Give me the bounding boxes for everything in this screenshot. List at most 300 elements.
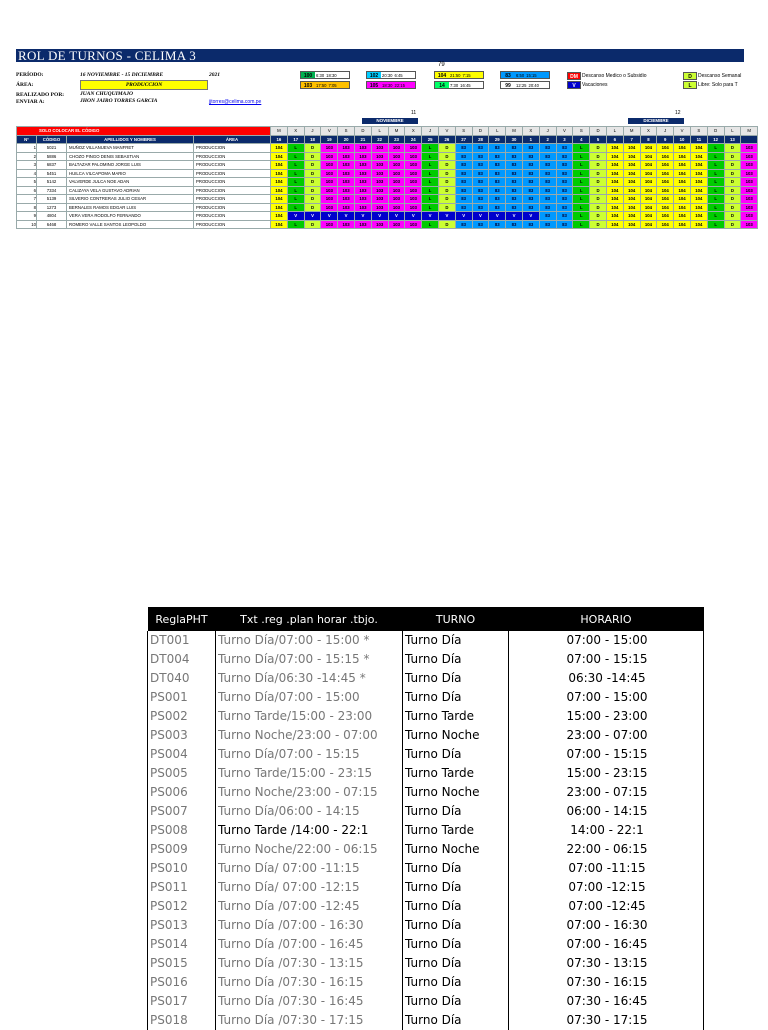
- shift-cell[interactable]: 83: [472, 178, 489, 187]
- shift-cell[interactable]: D: [724, 186, 741, 195]
- shift-cell[interactable]: 83: [522, 161, 539, 170]
- shift-cell[interactable]: L: [287, 169, 304, 178]
- employee-code[interactable]: 5139: [37, 195, 67, 204]
- shift-cell[interactable]: 83: [472, 169, 489, 178]
- shift-cell[interactable]: 104: [271, 152, 288, 161]
- shift-cell[interactable]: 83: [489, 169, 506, 178]
- shift-cell[interactable]: 104: [606, 152, 623, 161]
- shift-cell[interactable]: 103: [371, 161, 388, 170]
- shift-cell[interactable]: 104: [674, 203, 691, 212]
- shift-cell[interactable]: 104: [271, 178, 288, 187]
- employee-area[interactable]: PRODUCCION: [194, 161, 271, 170]
- shift-cell[interactable]: 104: [657, 212, 674, 221]
- employee-code[interactable]: 5886: [37, 152, 67, 161]
- shift-cell[interactable]: 104: [623, 220, 640, 229]
- shift-cell[interactable]: L: [573, 144, 590, 153]
- shift-cell[interactable]: 103: [741, 169, 758, 178]
- shift-cell[interactable]: 104: [657, 186, 674, 195]
- shift-cell[interactable]: L: [422, 161, 439, 170]
- shift-cell[interactable]: 83: [539, 144, 556, 153]
- shift-cell[interactable]: 83: [489, 144, 506, 153]
- shift-cell[interactable]: 104: [271, 161, 288, 170]
- shift-cell[interactable]: 83: [539, 212, 556, 221]
- shift-cell[interactable]: 104: [271, 169, 288, 178]
- shift-cell[interactable]: 103: [388, 161, 405, 170]
- shift-cell[interactable]: 103: [405, 161, 422, 170]
- shift-cell[interactable]: 83: [522, 169, 539, 178]
- shift-cell[interactable]: 83: [472, 152, 489, 161]
- shift-cell[interactable]: V: [287, 212, 304, 221]
- shift-cell[interactable]: D: [304, 144, 321, 153]
- shift-cell[interactable]: 83: [506, 161, 523, 170]
- shift-cell[interactable]: V: [405, 212, 422, 221]
- shift-cell[interactable]: 83: [455, 178, 472, 187]
- shift-cell[interactable]: L: [573, 178, 590, 187]
- shift-cell[interactable]: 104: [657, 161, 674, 170]
- shift-cell[interactable]: D: [438, 195, 455, 204]
- shift-cell[interactable]: 103: [321, 152, 338, 161]
- shift-cell[interactable]: 103: [321, 220, 338, 229]
- shift-cell[interactable]: 83: [556, 161, 573, 170]
- shift-cell[interactable]: L: [422, 152, 439, 161]
- shift-cell[interactable]: 83: [522, 220, 539, 229]
- shift-cell[interactable]: 104: [606, 203, 623, 212]
- shift-cell[interactable]: L: [422, 169, 439, 178]
- shift-cell[interactable]: 103: [355, 152, 372, 161]
- shift-cell[interactable]: 104: [657, 178, 674, 187]
- shift-cell[interactable]: 104: [606, 195, 623, 204]
- shift-cell[interactable]: 83: [472, 161, 489, 170]
- shift-cell[interactable]: 103: [371, 152, 388, 161]
- shift-cell[interactable]: V: [472, 212, 489, 221]
- shift-cell[interactable]: 103: [741, 178, 758, 187]
- employee-code[interactable]: 5021: [37, 144, 67, 153]
- shift-cell[interactable]: D: [590, 144, 607, 153]
- shift-cell[interactable]: L: [707, 161, 724, 170]
- shift-cell[interactable]: 103: [355, 169, 372, 178]
- shift-cell[interactable]: 104: [674, 195, 691, 204]
- shift-cell[interactable]: 83: [506, 186, 523, 195]
- shift-cell[interactable]: D: [590, 169, 607, 178]
- shift-cell[interactable]: 103: [321, 195, 338, 204]
- shift-cell[interactable]: L: [573, 169, 590, 178]
- shift-cell[interactable]: 103: [741, 203, 758, 212]
- shift-cell[interactable]: 104: [623, 186, 640, 195]
- employee-area[interactable]: PRODUCCION: [194, 186, 271, 195]
- shift-cell[interactable]: L: [573, 195, 590, 204]
- shift-cell[interactable]: D: [724, 169, 741, 178]
- shift-cell[interactable]: 103: [338, 161, 355, 170]
- employee-code[interactable]: 6837: [37, 161, 67, 170]
- shift-cell[interactable]: 104: [657, 220, 674, 229]
- employee-code[interactable]: 7334: [37, 186, 67, 195]
- shift-cell[interactable]: 103: [388, 186, 405, 195]
- shift-cell[interactable]: 103: [405, 169, 422, 178]
- shift-cell[interactable]: 103: [741, 144, 758, 153]
- shift-cell[interactable]: 103: [321, 186, 338, 195]
- shift-cell[interactable]: L: [707, 203, 724, 212]
- shift-cell[interactable]: 104: [271, 144, 288, 153]
- shift-cell[interactable]: 103: [338, 195, 355, 204]
- shift-cell[interactable]: 104: [690, 152, 707, 161]
- shift-cell[interactable]: D: [724, 152, 741, 161]
- shift-cell[interactable]: 104: [674, 152, 691, 161]
- shift-cell[interactable]: D: [304, 178, 321, 187]
- employee-name[interactable]: SILVERIO CONTRERAS JULIO CESAR: [67, 195, 194, 204]
- shift-cell[interactable]: 103: [371, 186, 388, 195]
- shift-cell[interactable]: 83: [556, 220, 573, 229]
- shift-cell[interactable]: 83: [539, 195, 556, 204]
- shift-cell[interactable]: 104: [674, 212, 691, 221]
- shift-cell[interactable]: L: [573, 203, 590, 212]
- shift-cell[interactable]: 103: [338, 203, 355, 212]
- shift-cell[interactable]: 104: [623, 161, 640, 170]
- shift-cell[interactable]: 103: [371, 220, 388, 229]
- employee-area[interactable]: PRODUCCION: [194, 203, 271, 212]
- shift-cell[interactable]: V: [438, 212, 455, 221]
- shift-cell[interactable]: L: [707, 152, 724, 161]
- shift-cell[interactable]: V: [388, 212, 405, 221]
- shift-cell[interactable]: L: [287, 144, 304, 153]
- shift-cell[interactable]: 103: [388, 152, 405, 161]
- shift-cell[interactable]: 103: [741, 195, 758, 204]
- shift-cell[interactable]: 83: [506, 178, 523, 187]
- shift-cell[interactable]: 83: [472, 203, 489, 212]
- shift-cell[interactable]: 104: [657, 152, 674, 161]
- shift-cell[interactable]: 103: [741, 212, 758, 221]
- shift-cell[interactable]: 103: [388, 144, 405, 153]
- shift-cell[interactable]: V: [455, 212, 472, 221]
- shift-cell[interactable]: D: [438, 161, 455, 170]
- shift-cell[interactable]: V: [522, 212, 539, 221]
- shift-cell[interactable]: L: [287, 203, 304, 212]
- shift-cell[interactable]: 83: [455, 186, 472, 195]
- shift-cell[interactable]: D: [724, 178, 741, 187]
- shift-cell[interactable]: 104: [623, 203, 640, 212]
- shift-cell[interactable]: 103: [355, 195, 372, 204]
- shift-cell[interactable]: 103: [405, 178, 422, 187]
- shift-cell[interactable]: 103: [371, 203, 388, 212]
- shift-cell[interactable]: 104: [640, 203, 657, 212]
- shift-cell[interactable]: D: [724, 212, 741, 221]
- shift-cell[interactable]: D: [304, 220, 321, 229]
- shift-cell[interactable]: D: [590, 195, 607, 204]
- shift-cell[interactable]: 103: [388, 169, 405, 178]
- shift-cell[interactable]: 104: [623, 152, 640, 161]
- shift-cell[interactable]: 104: [623, 195, 640, 204]
- shift-cell[interactable]: 83: [556, 212, 573, 221]
- shift-cell[interactable]: 103: [338, 144, 355, 153]
- shift-cell[interactable]: 83: [539, 169, 556, 178]
- shift-cell[interactable]: 104: [674, 186, 691, 195]
- shift-cell[interactable]: L: [707, 186, 724, 195]
- shift-cell[interactable]: 103: [388, 203, 405, 212]
- shift-cell[interactable]: 103: [388, 220, 405, 229]
- shift-cell[interactable]: 83: [472, 144, 489, 153]
- shift-cell[interactable]: D: [590, 161, 607, 170]
- shift-cell[interactable]: 103: [741, 186, 758, 195]
- shift-cell[interactable]: 104: [623, 144, 640, 153]
- employee-name[interactable]: CHOZO PINGO DENIS SEBASTIAN: [67, 152, 194, 161]
- shift-cell[interactable]: 83: [539, 152, 556, 161]
- shift-cell[interactable]: 104: [690, 144, 707, 153]
- shift-cell[interactable]: 104: [640, 144, 657, 153]
- email-link[interactable]: jjtorres@celima.com.pe: [209, 99, 262, 105]
- shift-cell[interactable]: 83: [489, 161, 506, 170]
- shift-cell[interactable]: 104: [271, 212, 288, 221]
- shift-cell[interactable]: 103: [355, 203, 372, 212]
- shift-cell[interactable]: L: [707, 220, 724, 229]
- shift-cell[interactable]: 83: [489, 186, 506, 195]
- shift-cell[interactable]: D: [438, 203, 455, 212]
- shift-cell[interactable]: 83: [556, 169, 573, 178]
- employee-area[interactable]: PRODUCCION: [194, 212, 271, 221]
- shift-cell[interactable]: 104: [271, 203, 288, 212]
- shift-cell[interactable]: 103: [355, 144, 372, 153]
- shift-cell[interactable]: 83: [506, 152, 523, 161]
- shift-cell[interactable]: 103: [371, 178, 388, 187]
- shift-cell[interactable]: 103: [371, 169, 388, 178]
- shift-cell[interactable]: 104: [606, 212, 623, 221]
- shift-cell[interactable]: 83: [556, 152, 573, 161]
- employee-name[interactable]: ROMERO VALLE SANTOS LEOPOLDO: [67, 220, 194, 229]
- shift-cell[interactable]: L: [707, 212, 724, 221]
- shift-cell[interactable]: 103: [405, 144, 422, 153]
- shift-cell[interactable]: 104: [690, 195, 707, 204]
- shift-cell[interactable]: 83: [522, 144, 539, 153]
- row-number[interactable]: 1: [17, 144, 37, 153]
- shift-cell[interactable]: 83: [556, 178, 573, 187]
- shift-cell[interactable]: V: [304, 212, 321, 221]
- shift-cell[interactable]: 83: [455, 169, 472, 178]
- shift-cell[interactable]: 103: [405, 152, 422, 161]
- shift-cell[interactable]: 104: [623, 178, 640, 187]
- shift-cell[interactable]: 103: [371, 144, 388, 153]
- shift-cell[interactable]: L: [573, 152, 590, 161]
- shift-cell[interactable]: 104: [674, 169, 691, 178]
- shift-cell[interactable]: 83: [489, 220, 506, 229]
- shift-cell[interactable]: 104: [690, 203, 707, 212]
- shift-cell[interactable]: L: [573, 220, 590, 229]
- shift-cell[interactable]: 83: [506, 169, 523, 178]
- shift-cell[interactable]: L: [287, 152, 304, 161]
- shift-cell[interactable]: 104: [640, 178, 657, 187]
- shift-cell[interactable]: 104: [271, 186, 288, 195]
- shift-cell[interactable]: 103: [338, 169, 355, 178]
- shift-cell[interactable]: 104: [606, 144, 623, 153]
- employee-code[interactable]: 4804: [37, 212, 67, 221]
- shift-cell[interactable]: V: [321, 212, 338, 221]
- row-number[interactable]: 8: [17, 203, 37, 212]
- shift-cell[interactable]: 83: [506, 220, 523, 229]
- shift-cell[interactable]: 83: [506, 195, 523, 204]
- shift-cell[interactable]: L: [287, 195, 304, 204]
- shift-cell[interactable]: 104: [674, 144, 691, 153]
- shift-cell[interactable]: 83: [539, 178, 556, 187]
- shift-cell[interactable]: L: [707, 195, 724, 204]
- shift-cell[interactable]: 83: [556, 203, 573, 212]
- shift-cell[interactable]: D: [304, 195, 321, 204]
- shift-cell[interactable]: V: [489, 212, 506, 221]
- shift-cell[interactable]: 83: [539, 220, 556, 229]
- area-value[interactable]: PRODUCCION: [80, 80, 208, 90]
- shift-cell[interactable]: 104: [674, 178, 691, 187]
- shift-cell[interactable]: D: [438, 178, 455, 187]
- shift-cell[interactable]: 103: [388, 195, 405, 204]
- shift-cell[interactable]: D: [438, 186, 455, 195]
- shift-cell[interactable]: 83: [472, 220, 489, 229]
- shift-cell[interactable]: D: [590, 212, 607, 221]
- shift-cell[interactable]: L: [707, 144, 724, 153]
- shift-cell[interactable]: 103: [321, 178, 338, 187]
- shift-cell[interactable]: D: [590, 220, 607, 229]
- shift-cell[interactable]: D: [304, 186, 321, 195]
- row-number[interactable]: 9: [17, 212, 37, 221]
- shift-cell[interactable]: D: [724, 203, 741, 212]
- shift-cell[interactable]: 83: [506, 203, 523, 212]
- shift-cell[interactable]: 83: [489, 152, 506, 161]
- shift-cell[interactable]: 83: [522, 178, 539, 187]
- shift-cell[interactable]: D: [438, 220, 455, 229]
- shift-cell[interactable]: 104: [640, 161, 657, 170]
- shift-cell[interactable]: L: [422, 186, 439, 195]
- shift-cell[interactable]: V: [371, 212, 388, 221]
- employee-name[interactable]: VALVERDE JULCA NOE ADAN: [67, 178, 194, 187]
- shift-cell[interactable]: 103: [405, 203, 422, 212]
- shift-cell[interactable]: 104: [690, 220, 707, 229]
- shift-cell[interactable]: 104: [606, 161, 623, 170]
- shift-cell[interactable]: 103: [741, 152, 758, 161]
- shift-cell[interactable]: 83: [455, 161, 472, 170]
- employee-code[interactable]: 1273: [37, 203, 67, 212]
- employee-area[interactable]: PRODUCCION: [194, 195, 271, 204]
- shift-cell[interactable]: L: [573, 186, 590, 195]
- employee-name[interactable]: VERA VERA RODOLFO FERNANDO: [67, 212, 194, 221]
- shift-cell[interactable]: 104: [690, 178, 707, 187]
- employee-name[interactable]: BERNALES RAMOS EDGAR LUIS: [67, 203, 194, 212]
- employee-code[interactable]: 5142: [37, 178, 67, 187]
- employee-name[interactable]: CALIZAYA VELA GUSTAVO ADRIAN: [67, 186, 194, 195]
- shift-cell[interactable]: 83: [472, 186, 489, 195]
- shift-cell[interactable]: L: [287, 178, 304, 187]
- shift-cell[interactable]: 83: [539, 186, 556, 195]
- shift-cell[interactable]: D: [724, 220, 741, 229]
- shift-cell[interactable]: 103: [321, 144, 338, 153]
- shift-cell[interactable]: 104: [606, 186, 623, 195]
- shift-cell[interactable]: 104: [640, 195, 657, 204]
- shift-cell[interactable]: 104: [674, 161, 691, 170]
- shift-cell[interactable]: 104: [690, 212, 707, 221]
- shift-cell[interactable]: 103: [405, 186, 422, 195]
- shift-cell[interactable]: 103: [405, 220, 422, 229]
- shift-cell[interactable]: 103: [371, 195, 388, 204]
- shift-cell[interactable]: V: [338, 212, 355, 221]
- employee-name[interactable]: BALTAZAR PALOMINO JORGE LUIS: [67, 161, 194, 170]
- shift-cell[interactable]: 104: [623, 212, 640, 221]
- shift-cell[interactable]: L: [287, 220, 304, 229]
- shift-cell[interactable]: D: [590, 203, 607, 212]
- shift-cell[interactable]: L: [573, 161, 590, 170]
- shift-cell[interactable]: 104: [690, 169, 707, 178]
- shift-cell[interactable]: 83: [522, 186, 539, 195]
- shift-cell[interactable]: 83: [489, 203, 506, 212]
- shift-cell[interactable]: 103: [338, 186, 355, 195]
- shift-cell[interactable]: L: [422, 220, 439, 229]
- row-number[interactable]: 3: [17, 161, 37, 170]
- shift-cell[interactable]: L: [287, 186, 304, 195]
- shift-cell[interactable]: 104: [640, 152, 657, 161]
- shift-cell[interactable]: 83: [539, 161, 556, 170]
- shift-cell[interactable]: 83: [455, 203, 472, 212]
- employee-area[interactable]: PRODUCCION: [194, 220, 271, 229]
- employee-code[interactable]: 5451: [37, 169, 67, 178]
- shift-cell[interactable]: 103: [388, 178, 405, 187]
- shift-cell[interactable]: 103: [355, 161, 372, 170]
- shift-cell[interactable]: L: [422, 144, 439, 153]
- shift-cell[interactable]: L: [422, 203, 439, 212]
- shift-cell[interactable]: L: [707, 169, 724, 178]
- shift-cell[interactable]: 83: [455, 195, 472, 204]
- row-number[interactable]: 5: [17, 178, 37, 187]
- shift-cell[interactable]: 83: [506, 144, 523, 153]
- shift-cell[interactable]: D: [590, 186, 607, 195]
- shift-cell[interactable]: 104: [606, 169, 623, 178]
- shift-cell[interactable]: 104: [640, 186, 657, 195]
- shift-cell[interactable]: D: [304, 169, 321, 178]
- employee-code[interactable]: 6468: [37, 220, 67, 229]
- shift-cell[interactable]: 83: [556, 186, 573, 195]
- shift-cell[interactable]: 83: [556, 195, 573, 204]
- employee-area[interactable]: PRODUCCION: [194, 178, 271, 187]
- employee-area[interactable]: PRODUCCION: [194, 152, 271, 161]
- shift-cell[interactable]: D: [724, 161, 741, 170]
- shift-cell[interactable]: L: [422, 195, 439, 204]
- row-number[interactable]: 7: [17, 195, 37, 204]
- shift-cell[interactable]: D: [724, 195, 741, 204]
- shift-cell[interactable]: 104: [606, 220, 623, 229]
- shift-cell[interactable]: 83: [489, 178, 506, 187]
- shift-cell[interactable]: 104: [674, 220, 691, 229]
- shift-cell[interactable]: 103: [338, 220, 355, 229]
- shift-cell[interactable]: D: [438, 152, 455, 161]
- shift-cell[interactable]: 83: [556, 144, 573, 153]
- shift-cell[interactable]: 83: [455, 144, 472, 153]
- shift-cell[interactable]: 104: [623, 169, 640, 178]
- shift-cell[interactable]: D: [438, 144, 455, 153]
- shift-cell[interactable]: 104: [640, 169, 657, 178]
- employee-area[interactable]: PRODUCCION: [194, 144, 271, 153]
- shift-cell[interactable]: 83: [472, 195, 489, 204]
- shift-cell[interactable]: 83: [455, 220, 472, 229]
- shift-cell[interactable]: 104: [690, 186, 707, 195]
- shift-cell[interactable]: 104: [657, 144, 674, 153]
- shift-cell[interactable]: L: [422, 178, 439, 187]
- row-number[interactable]: 6: [17, 186, 37, 195]
- shift-cell[interactable]: 83: [522, 152, 539, 161]
- shift-cell[interactable]: 103: [321, 169, 338, 178]
- employee-area[interactable]: PRODUCCION: [194, 169, 271, 178]
- shift-cell[interactable]: 83: [522, 203, 539, 212]
- shift-cell[interactable]: 104: [657, 203, 674, 212]
- shift-cell[interactable]: 103: [355, 186, 372, 195]
- shift-cell[interactable]: 104: [271, 195, 288, 204]
- shift-cell[interactable]: 103: [741, 161, 758, 170]
- shift-cell[interactable]: 104: [690, 161, 707, 170]
- shift-cell[interactable]: 103: [321, 161, 338, 170]
- shift-cell[interactable]: 103: [405, 195, 422, 204]
- shift-cell[interactable]: 83: [455, 152, 472, 161]
- shift-cell[interactable]: D: [304, 152, 321, 161]
